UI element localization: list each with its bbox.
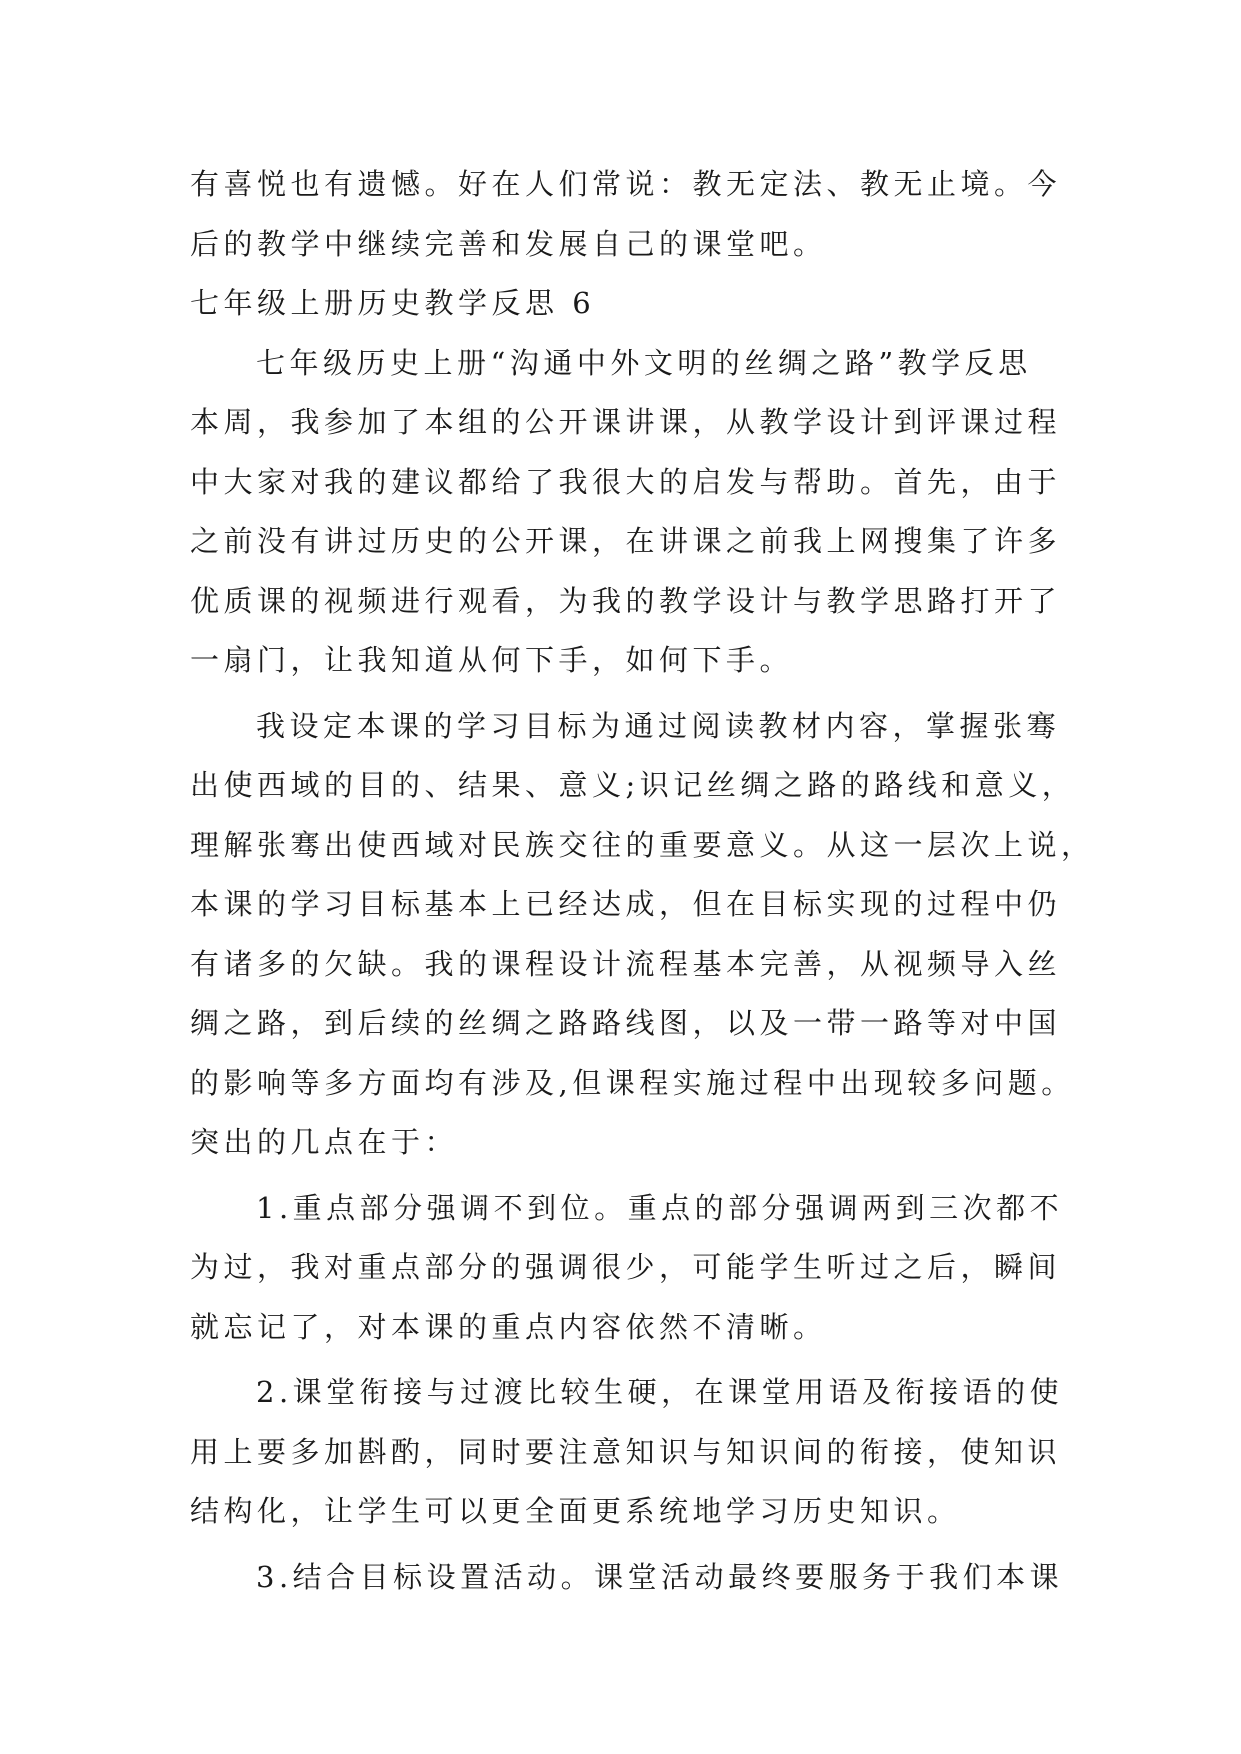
text-line: 有诸多的欠缺。我的课程设计流程基本完善，从视频导入丝 (190, 946, 1062, 981)
section-heading: 七年级上册历史教学反思 6 (190, 286, 596, 320)
list-item-2: 2.课堂衔接与过渡比较生硬，在课堂用语及衔接语的使 (256, 1375, 1064, 1409)
section-subtitle: 七年级历史上册“沟通中外文明的丝绸之路”教学反思 (256, 345, 1032, 380)
text-line: 本课的学习目标基本上已经达成，但在目标实现的过程中仍 (190, 887, 1062, 921)
list-item-1: 1.重点部分强调不到位。重点的部分强调两到三次都不 (256, 1190, 1064, 1225)
paragraph-start: 我设定本课的学习目标为通过阅读教材内容，掌握张骞 (256, 708, 1061, 743)
text-line: 后的教学中继续完善和发展自己的课堂吧。 (190, 226, 827, 261)
text-line: 就忘记了，对本课的重点内容依然不清晰。 (190, 1309, 827, 1344)
text-line: 突出的几点在于： (190, 1125, 459, 1159)
text-line: 的影响等多方面均有涉及,但课程实施过程中出现较多问题。 (190, 1065, 1075, 1100)
text-line: 用上要多加斟酌，同时要注意知识与知识间的衔接，使知识 (190, 1434, 1062, 1469)
text-line: 之前没有讲过历史的公开课，在讲课之前我上网搜集了许多 (190, 524, 1062, 558)
text-line: 为过，我对重点部分的强调很少，可能学生听过之后，瞬间 (190, 1250, 1062, 1284)
text-line: 优质课的视频进行观看，为我的教学设计与教学思路打开了 (190, 583, 1062, 618)
text-line: 一扇门，让我知道从何下手，如何下手。 (190, 643, 794, 677)
text-line: 绸之路，到后续的丝绸之路路线图，以及一带一路等对中国 (190, 1006, 1062, 1040)
document-body (190, 155, 1095, 1607)
text-line: 有喜悦也有遗憾。好在人们常说：教无定法、教无止境。今 (190, 167, 1062, 201)
text-line: 中大家对我的建议都给了我很大的启发与帮助。首先，由于 (190, 464, 1062, 499)
text-line: 结构化，让学生可以更全面更系统地学习历史知识。 (190, 1494, 961, 1528)
text-line: 理解张骞出使西域对民族交往的重要意义。从这一层次上说， (190, 827, 1095, 862)
list-item-3: 3.结合目标设置活动。课堂活动最终要服务于我们本课 (256, 1559, 1064, 1594)
text-line: 本周，我参加了本组的公开课讲课，从教学设计到评课过程 (190, 405, 1062, 439)
text-line: 出使西域的目的、结果、意义;识记丝绸之路的路线和意义， (190, 768, 1076, 802)
